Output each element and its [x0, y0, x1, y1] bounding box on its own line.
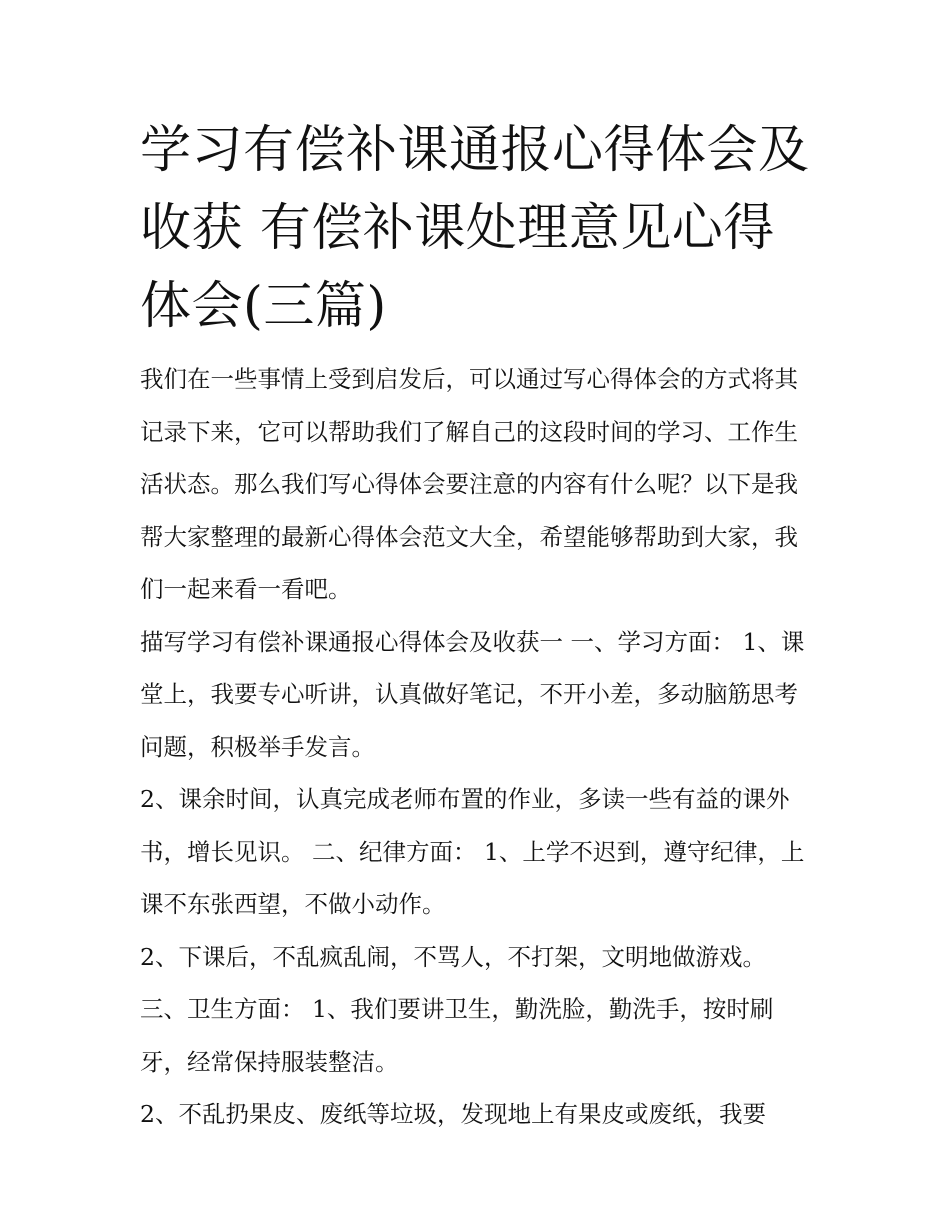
- document-title: 学习有偿补课通报心得体会及收获 有偿补课处理意见心得体会(三篇): [140, 121, 810, 336]
- paragraph-discipline: 2、课余时间，认真完成老师布置的作业，多读一些有益的课外书，增长见识。 二、纪律方面： 1、上学不迟到，遵守纪律，上课不东张西望，不做小动作。: [140, 785, 805, 918]
- paragraph-litter: 2、不乱扔果皮、废纸等垃圾，发现地上有果皮或废纸，我要: [140, 1100, 766, 1128]
- paragraph-intro: 我们在一些事情上受到启发后，可以通过写心得体会的方式将其记录下来，它可以帮助我们了解自己的这段时间的学习、工作生活状态。那么我们写心得体会要注意的内容有什么呢？以下是我帮大家整理的最新心得体会范文大全，希望能够帮助到大家，我们一起来看一看吧。: [140, 365, 798, 603]
- paragraph-hygiene: 三、卫生方面： 1、我们要讲卫生，勤洗脸，勤洗手，按时刷牙，经常保持服装整洁。: [140, 995, 774, 1076]
- paragraph-study: 描写学习有偿补课通报心得体会及收获一 一、学习方面： 1、课堂上，我要专心听讲，认真做好笔记，不开小差，多动脑筋思考问题，积极举手发言。: [140, 627, 805, 761]
- paragraph-recess: 2、下课后，不乱疯乱闹，不骂人，不打架，文明地做游戏。: [140, 942, 766, 971]
- document-body: [140, 353, 820, 1141]
